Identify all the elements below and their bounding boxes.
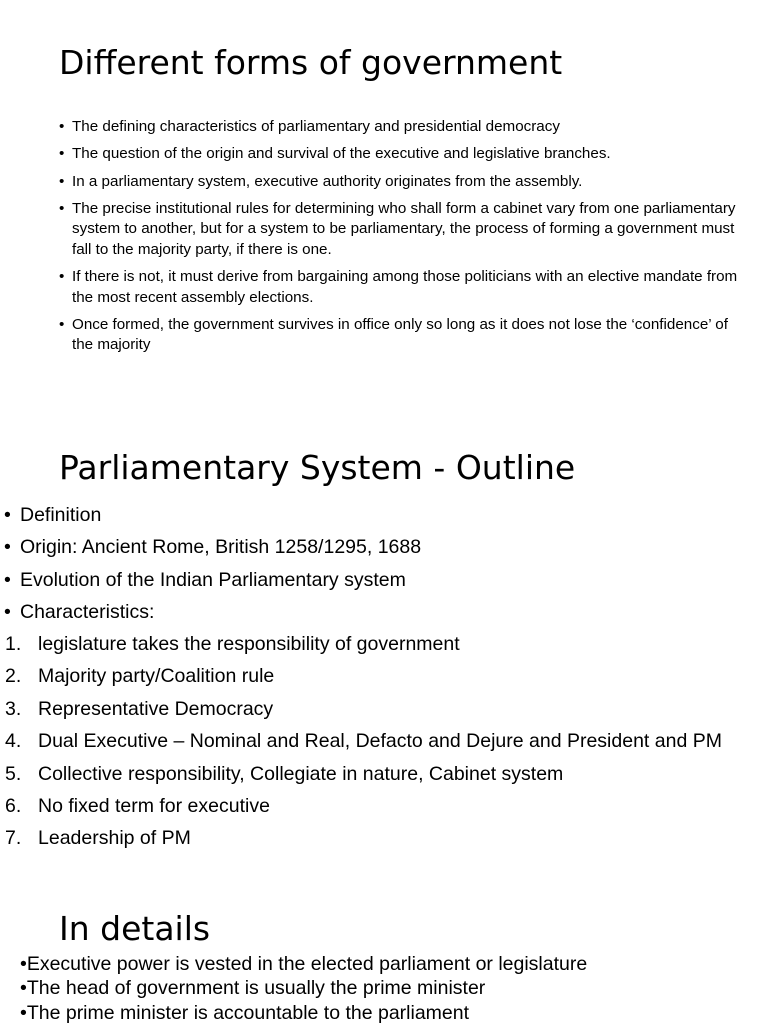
bullet-list bbox=[59, 117, 749, 363]
item-number: 2. bbox=[5, 665, 22, 688]
item-number: 7. bbox=[5, 827, 22, 850]
item-text: Dual Executive – Nominal and Real, Defacto and Dejure and President and PM bbox=[38, 730, 722, 753]
slide-title: Parliamentary System - Outline bbox=[59, 448, 576, 487]
list-item: •Executive power is vested in the elected parliament or legislature bbox=[20, 953, 588, 975]
list-item: • Evolution of the Indian Parliamentary system bbox=[4, 564, 421, 596]
list-item: • The defining characteristics of parliamentary and presidential democracy bbox=[59, 117, 749, 138]
item-number: 6. bbox=[5, 795, 22, 818]
list-item: • Characteristics: bbox=[4, 596, 421, 628]
item-number: 4. bbox=[5, 730, 22, 753]
list-item: •The head of government is usually the prime minister bbox=[20, 977, 486, 1000]
list-item: •The prime minister is accountable to the parliament bbox=[20, 1001, 470, 1024]
list-item: • The precise institutional rules for determining who shall form a cabinet vary from one parliamentary system to another, but for a system to be parliamentary, the process of forming a government must fall to the majority party, if there is one. bbox=[59, 199, 749, 261]
slide-title: Different forms of government bbox=[59, 43, 563, 82]
item-text: Collective responsibility, Collegiate in nature, Cabinet system bbox=[38, 762, 564, 785]
numbered-item bbox=[5, 628, 722, 660]
list-item: • In a parliamentary system, executive authority originates from the assembly. bbox=[59, 172, 749, 193]
numbered-item bbox=[5, 660, 722, 692]
item-text: No fixed term for executive bbox=[38, 795, 270, 818]
item-number: 3. bbox=[5, 697, 22, 720]
numbered-item bbox=[5, 758, 722, 790]
list-item: • Definition bbox=[4, 499, 421, 531]
item-text: Majority party/Coalition rule bbox=[38, 665, 275, 688]
item-text: legislature takes the responsibility of government bbox=[38, 633, 460, 655]
slide-in-details bbox=[0, 880, 768, 1024]
slide-title: In details bbox=[59, 909, 211, 948]
item-number: 5. bbox=[5, 762, 22, 785]
numbered-item bbox=[5, 725, 722, 757]
item-text: Representative Democracy bbox=[38, 697, 274, 720]
item-text: Leadership of PM bbox=[38, 827, 191, 850]
list-item: • If there is not, it must derive from bargaining among those politicians with an elective mandate from the most recent assembly elections. bbox=[59, 267, 749, 308]
numbered-item bbox=[5, 822, 722, 854]
numbered-item bbox=[5, 693, 722, 725]
list-item: • Once formed, the government survives in office only so long as it does not lose the ‘confidence’ of the majority bbox=[59, 315, 749, 356]
numbered-list bbox=[5, 628, 722, 855]
slide-different-forms bbox=[0, 0, 768, 400]
bullet-list bbox=[20, 952, 587, 1025]
item-number: 1. bbox=[5, 633, 22, 655]
numbered-item bbox=[5, 790, 722, 822]
list-item: • The question of the origin and survival of the executive and legislative branches. bbox=[59, 144, 749, 165]
bullet-list bbox=[4, 499, 421, 629]
slide-parliamentary-outline bbox=[0, 440, 768, 860]
list-item: • Origin: Ancient Rome, British 1258/1295, 1688 bbox=[4, 531, 421, 563]
